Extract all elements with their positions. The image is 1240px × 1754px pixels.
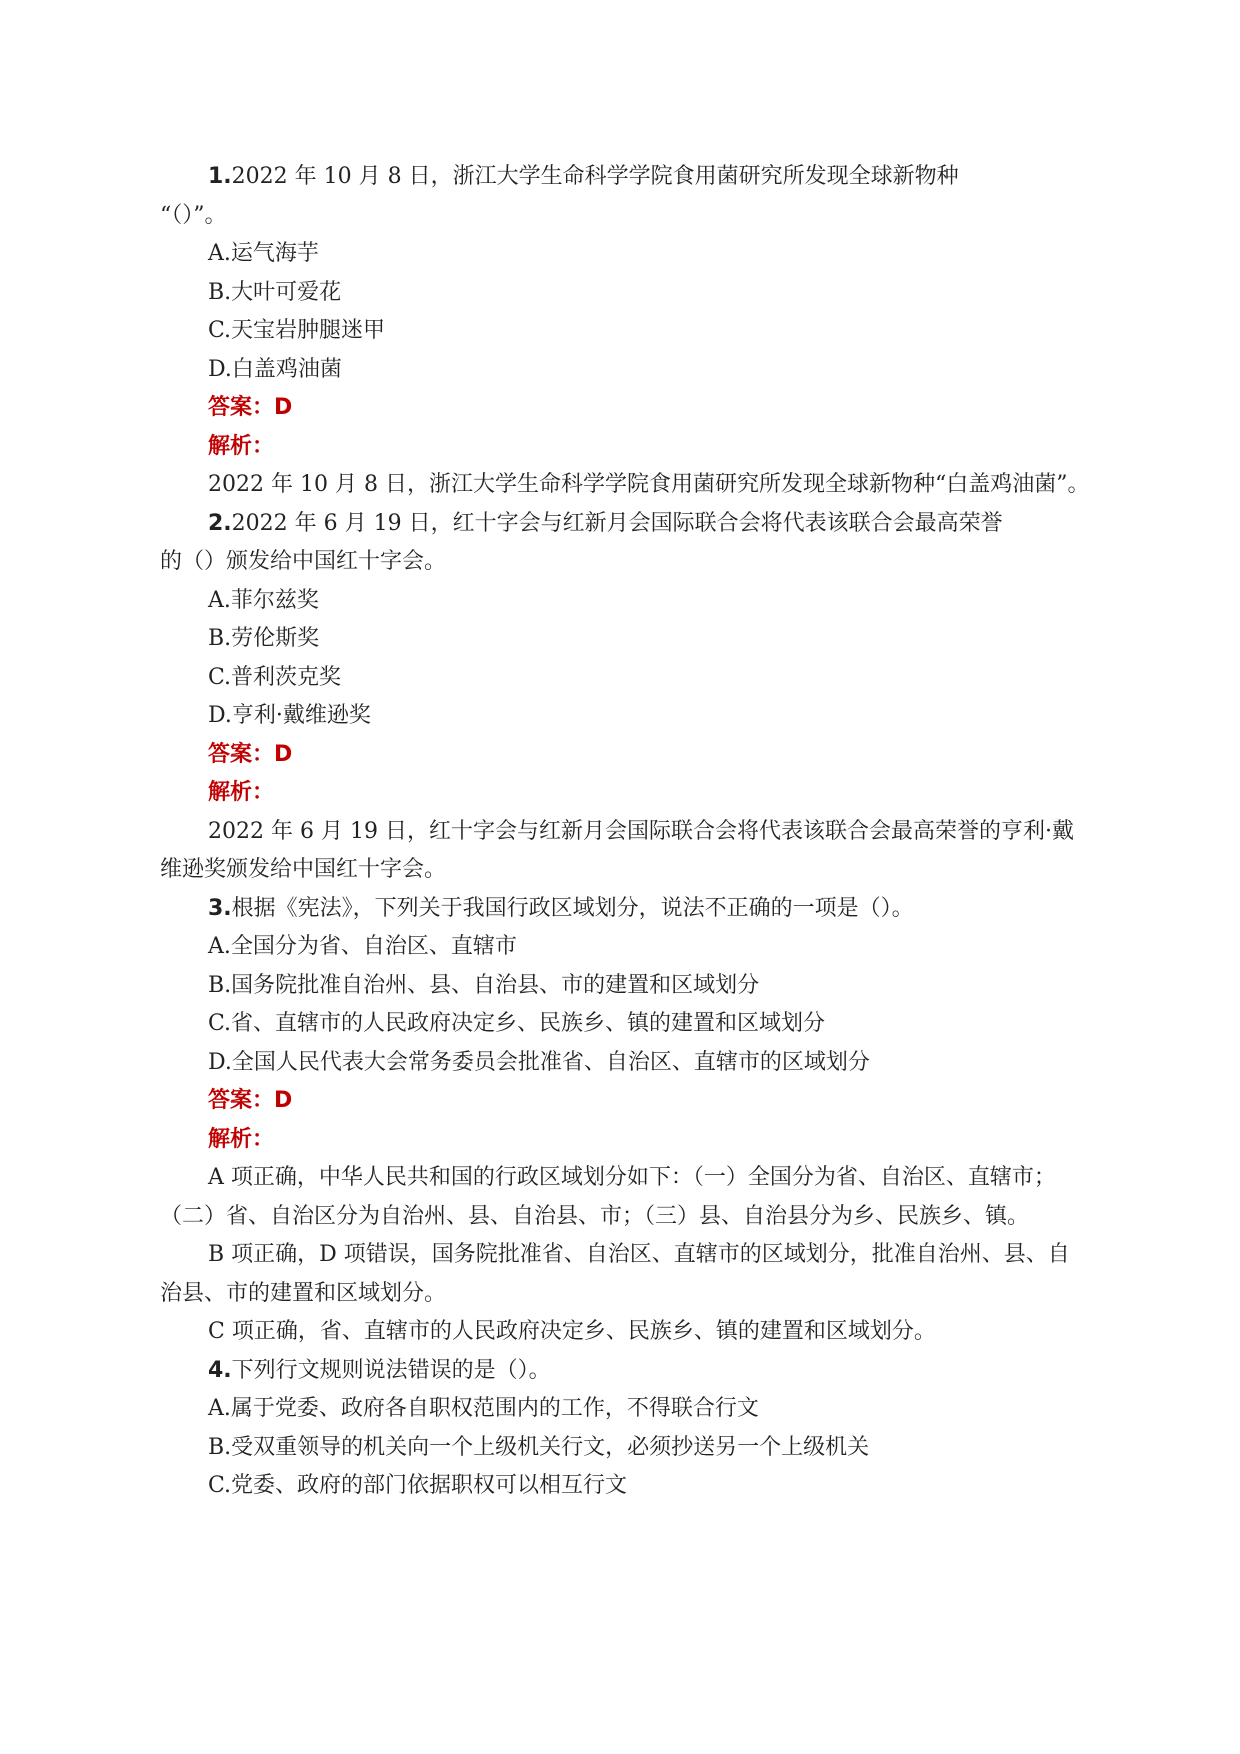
option-b: B.劳伦斯奖 (208, 626, 320, 651)
question-stem-continued: 的（）颁发给中国红十字会。 (160, 549, 447, 574)
question-3 (160, 890, 1090, 1352)
question-stem-text: 2022 年 6 月 19 日，红十字会与红新月会国际联合会将代表该联合会最高荣誉 (231, 510, 1003, 536)
answer-label: 答案： (208, 741, 275, 767)
answer-label: 答案： (208, 1088, 275, 1113)
analysis-label: 解析： (208, 1126, 275, 1152)
question-number: 2. (208, 510, 232, 536)
answer-line (160, 1082, 1090, 1121)
question-stem-continued: “（）”。 (160, 202, 227, 228)
question-stem (160, 505, 1090, 544)
option-d: D.全国人民代表大会常务委员会批准省、自治区、直辖市的区域划分 (208, 1049, 870, 1075)
question-2 (160, 505, 1090, 890)
option-b: B.大叶可爱花 (208, 279, 342, 305)
analysis-paragraph: B 项正确，D 项错误，国务院批准省、自治区、直辖市的区域划分，批准自治州、县、自治县、市的建置和区域划分。 (160, 1242, 1070, 1306)
option-a: A.全国分为省、自治区、直辖市 (208, 934, 517, 959)
option-a: A.菲尔兹奖 (208, 587, 319, 613)
question-stem-text: 下列行文规则说法错误的是（）。 (231, 1357, 551, 1383)
option-d: D.白盖鸡油菌 (208, 356, 342, 382)
document-page (160, 158, 1090, 1506)
answer-line (160, 736, 1090, 775)
option-a: A.属于党委、政府各自职权范围内的工作，不得联合行文 (208, 1396, 759, 1421)
option-b: B.国务院批准自治州、县、自治县、市的建置和区域划分 (208, 972, 760, 998)
option-d: D.亨利·戴维逊奖 (208, 703, 371, 728)
analysis-paragraph: A 项正确，中华人民共和国的行政区域划分如下：（一）全国分为省、自治区、直辖市；（二）省、自治区分为自治州、县、自治县、市；（三）县、自治县分为乡、民族乡、镇。 (160, 1165, 1056, 1229)
answer-label: 答案： (208, 395, 275, 420)
analysis-paragraph: C 项正确，省、直辖市的人民政府决定乡、民族乡、镇的建置和区域划分。 (208, 1319, 936, 1344)
answer-line (160, 389, 1090, 428)
question-stem (160, 1352, 1090, 1391)
question-stem-text: 根据《宪法》，下列关于我国行政区域划分，说法不正确的一项是（）。 (231, 895, 914, 921)
analysis-paragraph: 2022 年 10 月 8 日，浙江大学生命科学学院食用菌研究所发现全球新物种“白盖鸡油菌”。 (208, 472, 1090, 497)
answer-value: D (274, 395, 293, 420)
question-number: 1. (208, 164, 232, 189)
option-c: C.省、直辖市的人民政府决定乡、民族乡、镇的建置和区域划分 (208, 1011, 826, 1036)
answer-value: D (274, 741, 293, 767)
analysis-label: 解析： (208, 433, 275, 459)
answer-value: D (274, 1088, 293, 1113)
option-c: C.天宝岩肿腿迷甲 (208, 318, 386, 343)
option-c: C.普利茨克奖 (208, 664, 342, 690)
question-4 (160, 1352, 1090, 1506)
question-stem (160, 158, 1090, 197)
option-b: B.受双重领导的机关向一个上级机关行文，必须抄送另一个上级机关 (208, 1434, 870, 1460)
option-a: A.运气海芋 (208, 241, 319, 266)
question-1 (160, 158, 1090, 505)
option-c: C.党委、政府的部门依据职权可以相互行文 (208, 1473, 628, 1498)
question-stem (160, 890, 1090, 929)
question-number: 3. (208, 895, 232, 921)
question-stem-text: 2022 年 10 月 8 日，浙江大学生命科学学院食用菌研究所发现全球新物种 (231, 164, 959, 189)
analysis-paragraph: 2022 年 6 月 19 日，红十字会与红新月会国际联合会将代表该联合会最高荣誉的亨利·戴维逊奖颁发给中国红十字会。 (160, 818, 1074, 882)
analysis-label: 解析： (208, 780, 275, 805)
question-number: 4. (208, 1357, 232, 1383)
